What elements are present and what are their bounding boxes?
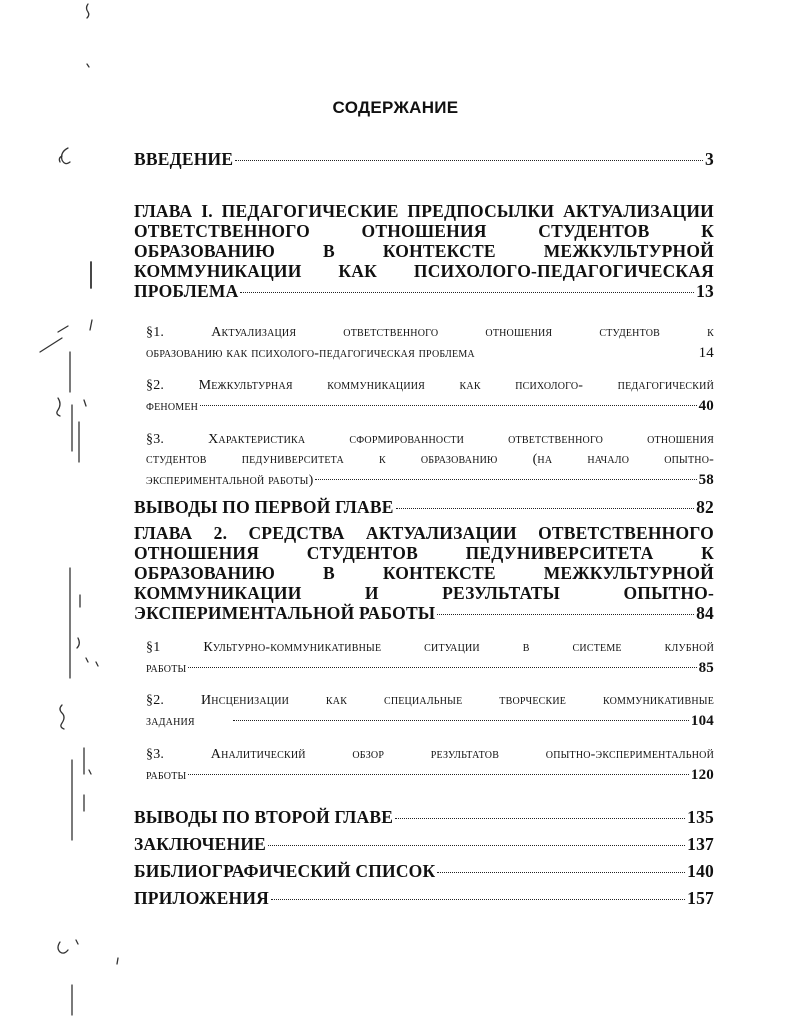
toc-page-number: 140	[687, 861, 714, 881]
toc-page-number: 85	[698, 660, 714, 676]
toc-label: феномен	[146, 399, 199, 414]
toc-line: ОТНОШЕНИЯ СТУДЕНТОВ ПЕДУНИВЕРСИТЕТА К	[134, 543, 714, 563]
toc-entry-section-2-1[interactable]	[146, 638, 714, 679]
toc-label: ВЫВОДЫ ПО ВТОРОЙ ГЛАВЕ	[134, 807, 394, 827]
toc-line: ОБРАЗОВАНИЮ В КОНТЕКСТЕ МЕЖКУЛЬТУРНОЙ	[134, 241, 714, 261]
toc-page-number: 82	[696, 497, 714, 517]
toc-last-line	[134, 281, 714, 301]
toc-page-number: 120	[690, 767, 714, 783]
toc-entry-section-1-1[interactable]	[146, 323, 714, 364]
toc-label: ВЫВОДЫ ПО ПЕРВОЙ ГЛАВЕ	[134, 497, 394, 517]
toc-entry-appendices[interactable]	[134, 888, 714, 908]
toc-last-line	[146, 711, 714, 732]
toc-label: ПРИЛОЖЕНИЯ	[134, 888, 269, 908]
toc-label: ЗАКЛЮЧЕНИЕ	[134, 834, 267, 854]
toc-entry-section-2-3[interactable]	[146, 745, 714, 786]
dot-leader	[315, 479, 696, 480]
dot-leader	[395, 818, 685, 819]
toc-line: КОММУНИКАЦИИ КАК ПСИХОЛОГО-ПЕДАГОГИЧЕСКАЯ	[134, 261, 714, 281]
dot-leader	[235, 160, 703, 161]
toc-page-number: 58	[698, 472, 714, 488]
toc-label: образованию как психолого-педагогическая проблема	[146, 346, 475, 361]
toc-entry-chapter-2[interactable]	[134, 523, 714, 623]
toc-label: задания	[146, 714, 195, 729]
dot-leader	[188, 667, 696, 668]
toc-last-line	[146, 343, 714, 364]
dot-leader	[271, 899, 685, 900]
page-title: СОДЕРЖАНИЕ	[332, 98, 459, 117]
toc-label: БИБЛИОГРАФИЧЕСКИЙ СПИСОК	[134, 861, 436, 881]
toc-label: ЭКСПЕРИМЕНТАЛЬНОЙ РАБОТЫ	[134, 603, 436, 623]
dot-leader	[188, 774, 688, 775]
toc-entry-section-1-2[interactable]	[146, 376, 714, 417]
toc-entry-conclusions-1[interactable]	[134, 497, 714, 517]
toc-line: §3. Аналитический обзор результатов опытно-экспериментальной	[146, 747, 714, 762]
toc-label: работы	[146, 661, 187, 676]
toc-page-number: 14	[698, 345, 714, 361]
toc-line: ГЛАВА I. ПЕДАГОГИЧЕСКИЕ ПРЕДПОСЫЛКИ АКТУАЛИЗАЦИИ	[134, 201, 714, 221]
toc-page-number: 84	[696, 603, 714, 623]
toc-line: §1 Культурно-коммуникативные ситуации в системе клубной	[146, 640, 714, 655]
toc-line: §2. Межкультурная коммуникациия как психолого- педагогический	[146, 378, 714, 393]
toc-entry-section-2-2[interactable]	[146, 691, 714, 732]
toc-line: §1. Актуализация ответственного отношения студентов к	[146, 325, 714, 340]
toc-label: работы	[146, 768, 187, 783]
dot-leader	[396, 508, 694, 509]
dot-leader	[200, 405, 697, 406]
toc-entry-conclusions-2[interactable]	[134, 807, 714, 827]
toc-page-number: 157	[687, 888, 714, 908]
toc-entry-chapter-1[interactable]	[134, 201, 714, 301]
toc-last-line	[146, 396, 714, 417]
toc-line: ГЛАВА 2. СРЕДСТВА АКТУАЛИЗАЦИИ ОТВЕТСТВЕННОГО	[134, 523, 714, 543]
toc-entry-conclusion[interactable]	[134, 834, 714, 854]
toc-page-number: 3	[705, 149, 714, 169]
dot-leader	[240, 292, 694, 293]
toc-entry-bibliography[interactable]	[134, 861, 714, 881]
margin-scan-marks	[0, 0, 120, 1024]
toc-last-line	[134, 603, 714, 623]
dot-leader	[437, 872, 685, 873]
toc-page-number: 135	[687, 807, 714, 827]
toc-page-number: 40	[698, 398, 714, 414]
toc-last-line	[146, 765, 714, 786]
toc-entry-section-1-3[interactable]	[146, 430, 714, 491]
toc-entry-introduction[interactable]	[134, 149, 714, 169]
toc-line: ОТВЕТСТВЕННОГО ОТНОШЕНИЯ СТУДЕНТОВ К	[134, 221, 714, 241]
toc-label: ПРОБЛЕМА	[134, 281, 239, 301]
toc-label: ВВЕДЕНИЕ	[134, 149, 234, 169]
toc-last-line	[146, 470, 714, 491]
toc-line: §3. Характеристика сформированности ответственного отношения	[146, 432, 714, 447]
toc-page-number: 137	[687, 834, 714, 854]
toc-line: КОММУНИКАЦИИ И РЕЗУЛЬТАТЫ ОПЫТНО-	[134, 583, 714, 603]
toc-line: §2. Инсценизации как специальные творческие коммуникативные	[146, 693, 714, 708]
toc-last-line	[146, 658, 714, 679]
toc-line: студентов педуниверситета к образованию (на начало опытно-	[146, 452, 714, 467]
toc-label: экспериментальной работы)	[146, 473, 314, 488]
toc-page-number: 13	[696, 281, 714, 301]
dot-leader	[233, 720, 689, 721]
dot-leader	[268, 845, 685, 846]
toc-page-number: 104	[690, 713, 714, 729]
dot-leader	[437, 614, 694, 615]
toc-line: ОБРАЗОВАНИЮ В КОНТЕКСТЕ МЕЖКУЛЬТУРНОЙ	[134, 563, 714, 583]
